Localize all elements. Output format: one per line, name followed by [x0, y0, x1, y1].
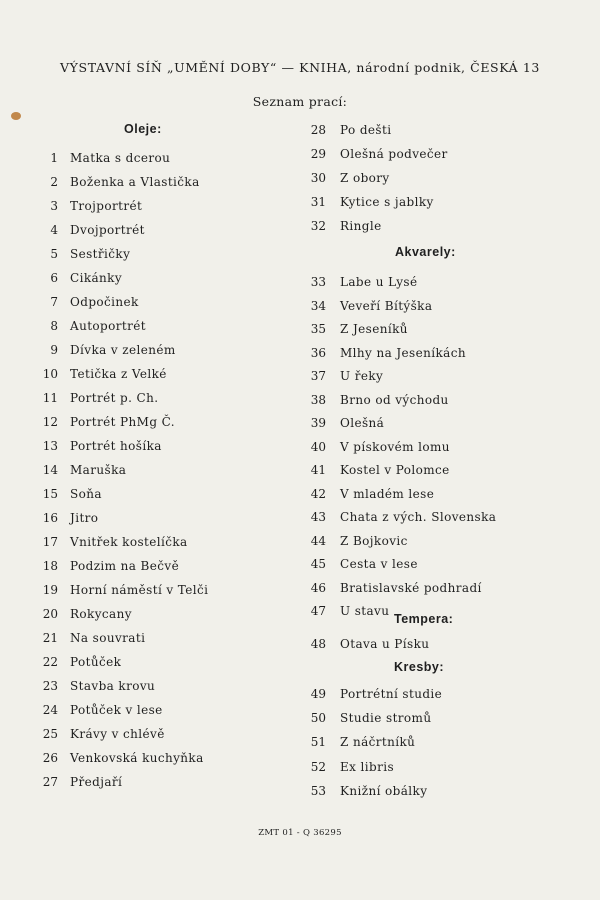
item-number: 46: [310, 580, 326, 595]
item-number: 11: [42, 391, 58, 405]
item-number: 38: [310, 392, 326, 407]
list-item: [36, 702, 296, 718]
item-number: 25: [42, 727, 58, 741]
list-item: [36, 438, 296, 454]
item-number: 33: [310, 275, 326, 289]
list-item: [300, 274, 560, 290]
item-number: 30: [310, 171, 326, 185]
list-item: [36, 174, 296, 190]
item-number: 22: [42, 655, 58, 669]
item-number: 9: [50, 343, 58, 357]
item-title: Soňa: [70, 487, 102, 501]
item-number: 1: [50, 151, 58, 165]
list-item: [36, 510, 296, 526]
item-title: Vnitřek kostelíčka: [70, 535, 188, 549]
list-item: [36, 678, 296, 694]
item-title: Potůček: [70, 655, 122, 669]
item-number: 2: [50, 175, 58, 189]
item-number: 31: [310, 195, 326, 209]
item-title: Horní náměstí v Telči: [70, 583, 209, 597]
item-number: 29: [310, 147, 326, 161]
item-title: Boženka a Vlastička: [70, 175, 200, 189]
item-number: 35: [310, 322, 326, 336]
item-title: Veveří Bítýška: [340, 298, 433, 313]
list-item: [36, 726, 296, 742]
item-number: 14: [42, 463, 58, 477]
list-item: [300, 368, 560, 384]
item-number: 27: [42, 775, 58, 789]
item-title: Z Jeseníků: [340, 322, 408, 336]
item-number: 4: [50, 223, 58, 237]
item-title: Olešná podvečer: [340, 147, 448, 161]
list-item: [300, 580, 560, 596]
list-item: [36, 342, 296, 358]
list-item: [36, 606, 296, 622]
list-item: [300, 462, 560, 478]
item-title: Portrétní studie: [340, 687, 443, 701]
list-item: [300, 734, 560, 750]
list-item: [300, 321, 560, 337]
list-item: [36, 198, 296, 214]
item-title: Kostel v Polomce: [340, 463, 450, 477]
list-item: [300, 122, 560, 138]
item-title: Potůček v lese: [70, 703, 163, 717]
item-title: Ex libris: [340, 759, 395, 774]
item-number: 21: [42, 631, 58, 645]
item-title: Mlhy na Jeseníkách: [340, 345, 466, 360]
item-title: Jitro: [70, 511, 99, 525]
list-item: [300, 218, 560, 234]
item-number: 26: [42, 751, 58, 765]
list-item: [36, 270, 296, 286]
item-title: Stavba krovu: [70, 679, 156, 693]
list-item: [36, 534, 296, 550]
item-number: 10: [42, 367, 58, 381]
item-number: 43: [310, 510, 326, 524]
item-title: Kytice s jablky: [340, 195, 434, 209]
item-number: 49: [310, 687, 326, 701]
item-number: 50: [310, 711, 326, 726]
item-number: 44: [310, 533, 326, 548]
item-title: V mladém lese: [340, 486, 435, 501]
item-title: Dívka v zeleném: [70, 343, 176, 357]
item-number: 36: [310, 345, 326, 360]
item-number: 24: [42, 703, 58, 717]
item-title: Dvojportrét: [70, 223, 145, 237]
item-title: Autoportrét: [70, 319, 146, 333]
item-title: Otava u Písku: [340, 637, 430, 651]
list-item: [300, 170, 560, 186]
item-title: Po dešti: [340, 123, 392, 137]
list-item: [36, 558, 296, 574]
list-item: [300, 415, 560, 431]
item-title: Z Bojkovic: [340, 533, 408, 548]
item-number: 8: [50, 319, 58, 333]
item-number: 39: [310, 416, 326, 430]
item-number: 20: [42, 607, 58, 621]
list-item: [36, 366, 296, 382]
item-number: 42: [310, 486, 326, 501]
print-code: ZMT 01 - Q 36295: [258, 828, 342, 838]
item-title: Knižní obálky: [340, 783, 428, 798]
list-item: [300, 509, 560, 525]
list-item: [36, 414, 296, 430]
item-title: Studie stromů: [340, 711, 432, 726]
list-item: [36, 462, 296, 478]
section-tempera: Tempera:: [394, 612, 454, 626]
item-number: 13: [42, 439, 58, 453]
item-title: Předjaří: [70, 775, 123, 789]
list-item: [36, 246, 296, 262]
item-number: 23: [42, 679, 58, 693]
item-title: Venkovská kuchyňka: [70, 751, 204, 765]
item-title: Na souvrati: [70, 631, 146, 645]
list-item: [36, 750, 296, 766]
section-kresby: Kresby:: [394, 660, 445, 674]
item-title: Krávy v chlévě: [70, 727, 165, 741]
list-item: [36, 294, 296, 310]
item-number: 53: [310, 783, 326, 798]
list-item: [36, 654, 296, 670]
item-number: 34: [310, 298, 326, 313]
item-title: Cesta v lese: [340, 557, 418, 571]
item-number: 40: [310, 439, 326, 454]
list-item: [300, 392, 560, 408]
item-number: 7: [50, 295, 58, 309]
item-title: Portrét PhMg Č.: [70, 415, 175, 429]
list-item: [36, 630, 296, 646]
list-item: [36, 318, 296, 334]
item-title: Olešná: [340, 416, 385, 430]
item-title: Chata z vých. Slovenska: [340, 510, 497, 524]
item-number: 52: [310, 759, 326, 774]
item-number: 16: [42, 511, 58, 525]
page-header: VÝSTAVNÍ SÍŇ „UMĚNÍ DOBY“ — KNIHA, národní podnik, ČESKÁ 13: [60, 60, 540, 75]
item-title: Z obory: [340, 171, 390, 185]
item-number: 41: [310, 463, 326, 477]
list-item: [36, 390, 296, 406]
list-item: [300, 345, 560, 361]
ink-stain: [11, 112, 21, 120]
list-item: [300, 194, 560, 210]
item-title: Odpočinek: [70, 295, 139, 309]
list-item: [36, 150, 296, 166]
item-number: 15: [42, 487, 58, 501]
list-item: [300, 298, 560, 314]
list-title: Seznam prací:: [252, 94, 348, 109]
list-item: [300, 759, 560, 775]
item-number: 32: [310, 219, 326, 233]
item-number: 48: [310, 637, 326, 651]
list-item: [300, 636, 560, 652]
item-number: 47: [310, 604, 326, 618]
item-number: 51: [310, 735, 326, 750]
section-akvarely: Akvarely:: [395, 245, 456, 259]
item-title: Cikánky: [70, 271, 123, 285]
item-title: Z náčrtníků: [340, 735, 416, 750]
item-title: Bratislavské podhradí: [340, 580, 482, 595]
item-title: Ringle: [340, 219, 382, 233]
item-number: 37: [310, 369, 326, 383]
section-oleje: Oleje:: [124, 122, 162, 136]
item-number: 12: [42, 415, 58, 429]
item-title: V pískovém lomu: [340, 439, 450, 454]
item-title: Trojportrét: [70, 199, 143, 213]
list-item: [36, 486, 296, 502]
list-item: [300, 486, 560, 502]
list-item: [300, 710, 560, 726]
item-number: 28: [310, 123, 326, 137]
item-title: Sestřičky: [70, 247, 131, 261]
item-number: 6: [50, 271, 58, 285]
list-item: [36, 774, 296, 790]
item-title: Maruška: [70, 463, 127, 477]
item-title: Tetička z Velké: [70, 367, 167, 381]
item-title: Portrét hošíka: [70, 439, 162, 453]
list-item: [300, 686, 560, 702]
item-number: 45: [310, 557, 326, 571]
list-item: [36, 582, 296, 598]
item-title: Labe u Lysé: [340, 275, 418, 289]
list-item: [36, 222, 296, 238]
item-number: 5: [50, 247, 58, 261]
item-title: Rokycany: [70, 607, 132, 621]
item-number: 3: [50, 199, 58, 213]
item-number: 17: [42, 535, 58, 549]
item-number: 18: [42, 559, 58, 573]
item-title: Brno od východu: [340, 392, 449, 407]
list-item: [300, 556, 560, 572]
item-title: U řeky: [340, 369, 384, 383]
item-title: Podzim na Bečvě: [70, 559, 180, 573]
list-item: [300, 146, 560, 162]
item-number: 19: [42, 583, 58, 597]
item-title: Matka s dcerou: [70, 151, 171, 165]
item-title: U stavu: [340, 604, 390, 618]
item-title: Portrét p. Ch.: [70, 391, 159, 405]
list-item: [300, 783, 560, 799]
list-item: [300, 533, 560, 549]
list-item: [300, 439, 560, 455]
